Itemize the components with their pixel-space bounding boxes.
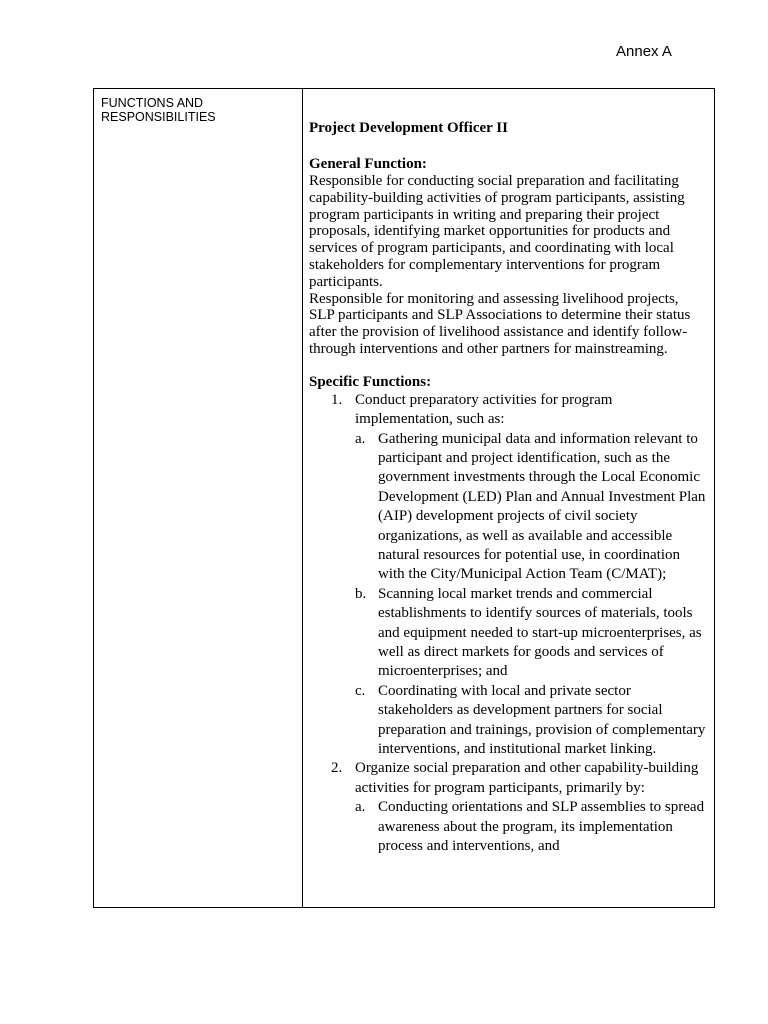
annex-label: Annex A: [616, 43, 672, 60]
sub-list-item-text: Scanning local market trends and commercial establishments to identify sources of materials, tools and equipment needed to start-up microenterprises, as well as direct markets for goods and services of microenterprises; and: [378, 585, 702, 680]
functions-table: [93, 88, 715, 908]
list-item: [331, 391, 706, 760]
section-content-cell: [303, 89, 714, 907]
sub-list-marker: a.: [355, 430, 366, 447]
sub-list-item-text: Conducting orientations and SLP assemblies to spread awareness about the program, its implementation process and interventions, and: [378, 799, 705, 855]
list-item-text: Conduct preparatory activities for program implementation, such as:: [355, 391, 613, 428]
sub-list-item: [355, 682, 706, 760]
sub-list: [355, 798, 706, 856]
section-label-cell: [94, 89, 303, 907]
general-function-paragraph: Responsible for monitoring and assessing livelihood projects, SLP participants and SLP Associations to determine their status after the provision of livelihood assistance and identify follow-through interventions and other partners for mainstreaming.: [309, 290, 691, 357]
list-item: [331, 759, 706, 856]
sub-list-item-text: Coordinating with local and private sector stakeholders as development partners for social preparation and trainings, provision of complementary interventions, and institutional market linking.: [378, 682, 706, 758]
sub-list-marker: a.: [355, 799, 366, 816]
general-function-heading: General Function:: [309, 156, 427, 172]
sub-list: [355, 430, 706, 760]
specific-functions-heading: Specific Functions:: [309, 373, 432, 390]
sub-list-item-text: Gathering municipal data and information relevant to participant and project identification, such as the government investments through the Local Economic Development (LED) Plan and Annual Investment Plan (AIP) development projects of civil society organizations, as well as available and accessible natural resources for potential use, in coordination with the City/Municipal Action Team (C/MAT);: [378, 430, 706, 583]
list-item-text: Organize social preparation and other capability-building activities for program participants, primarily by:: [355, 760, 699, 796]
sub-list-item: [355, 798, 706, 856]
general-function-paragraph: Responsible for conducting social preparation and facilitating capability-building activities of program participants, assisting program participants in writing and preparing their project proposals, identifying market opportunities for products and services of program participants, and coordinating with local stakeholders for complementary interventions for program participants.: [309, 173, 685, 290]
section-label: FUNCTIONS AND RESPONSIBILITIES: [101, 96, 216, 124]
sub-list-marker: b.: [355, 585, 367, 602]
sub-list-item: [355, 430, 706, 585]
specific-functions-list: [309, 391, 706, 857]
list-marker: 1.: [331, 391, 343, 408]
list-marker: 2.: [331, 760, 343, 777]
sub-list-item: [355, 585, 706, 682]
sub-list-marker: c.: [355, 682, 366, 699]
position-title: Project Development Officer II: [309, 120, 508, 136]
